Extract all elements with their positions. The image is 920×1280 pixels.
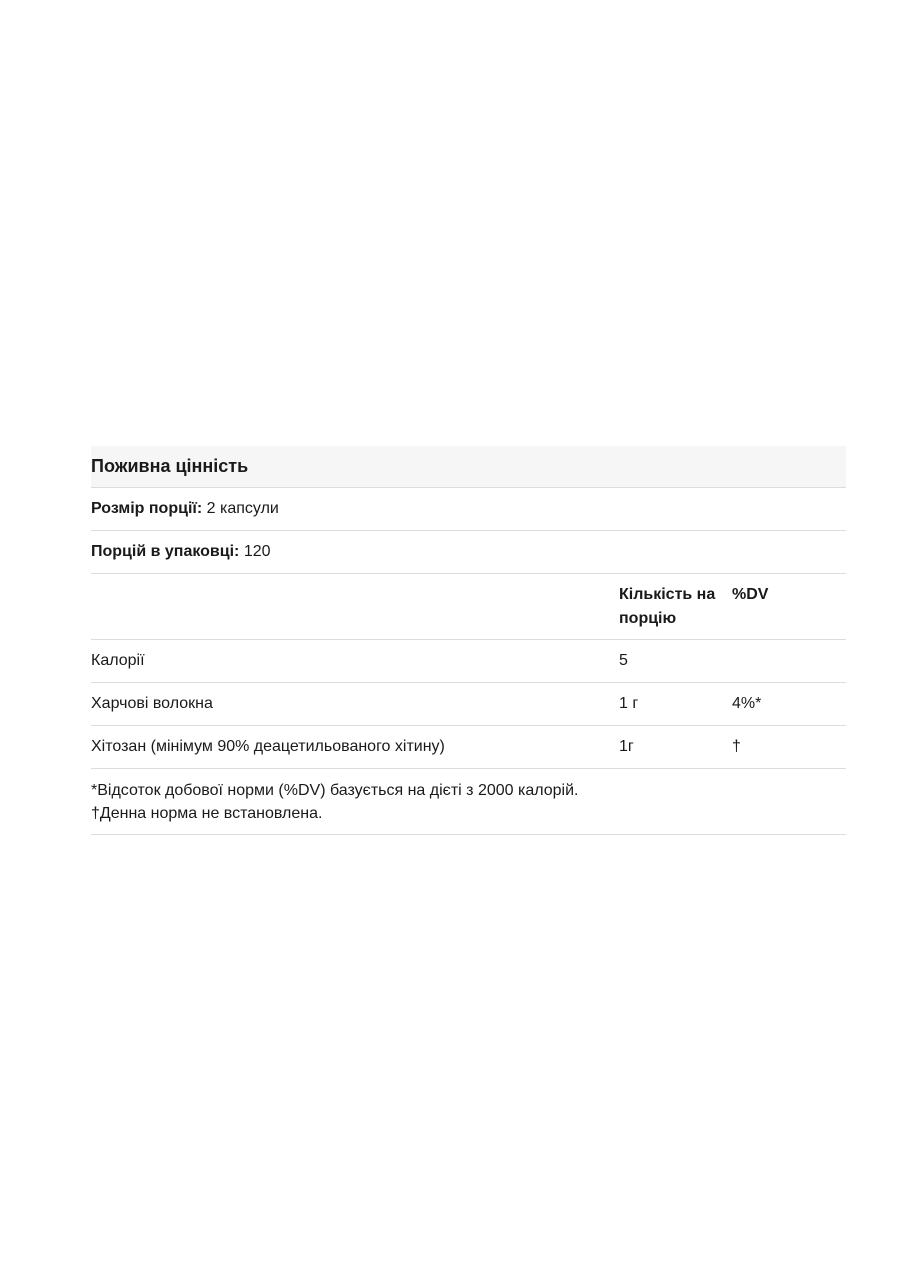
header-dv-label: %DV: [732, 586, 769, 603]
servings-label: Порцій в упаковці:: [91, 543, 240, 560]
header-amount-line1: Кількість на: [619, 585, 716, 603]
servings-per-container-row: [91, 531, 846, 574]
header-amount-line2: порцію: [619, 609, 677, 627]
item-amount: 1г: [619, 738, 634, 755]
nutrition-title-row: [91, 446, 846, 488]
serving-size-row: [91, 488, 846, 531]
item-dv: †: [732, 738, 741, 755]
table-header-row: [91, 574, 846, 640]
footnote-dagger: †Денна норма не встановлена.: [91, 804, 323, 822]
item-amount: 5: [619, 652, 628, 669]
servings-value: 120: [243, 543, 271, 560]
serving-size-value: 2 капсули: [206, 500, 279, 517]
item-name: Хітозан (мінімум 90% деацетильованого хітину): [91, 738, 445, 755]
item-name: Харчові волокна: [91, 695, 213, 712]
header-dv-cell: [732, 574, 846, 607]
item-amount: 1 г: [619, 695, 639, 712]
item-dv: 4%*: [732, 695, 762, 712]
footnote: [91, 779, 578, 825]
nutrition-facts-table: [91, 446, 846, 835]
footnote-dv: *Відсоток добової норми (%DV) базується на дієті з 2000 калорій.: [91, 781, 579, 799]
table-row: [91, 683, 846, 726]
table-row: [91, 726, 846, 769]
header-amount-cell: [619, 583, 732, 631]
item-name: Калорії: [91, 652, 145, 669]
serving-size-label: Розмір порції:: [91, 500, 203, 517]
nutrition-title: Поживна цінність: [91, 456, 249, 476]
table-row: [91, 640, 846, 683]
footnote-row: [91, 769, 846, 835]
